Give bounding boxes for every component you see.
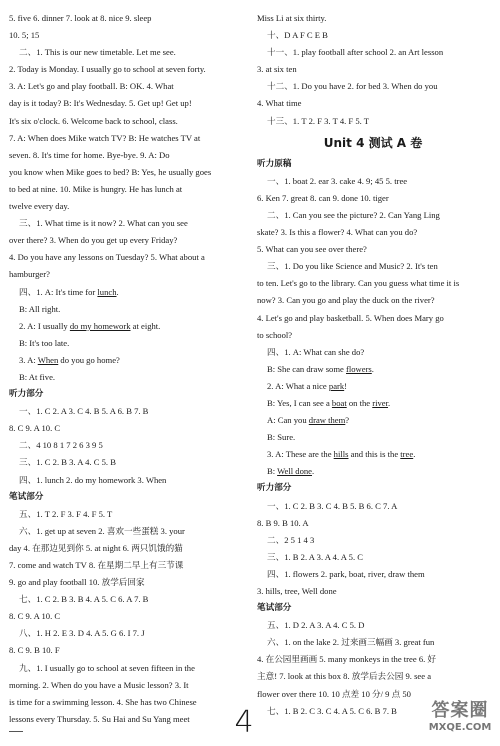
answer-line: [257, 378, 489, 395]
line-text: B: She can draw some: [267, 363, 346, 374]
line-text: 一、1. C 2. A 3. C 4. B 5. A 6. B 7. B: [19, 406, 149, 417]
page-number: 4: [234, 705, 254, 740]
answer-line: [9, 608, 235, 625]
answer-line: [9, 130, 235, 147]
underlined-answer: lunch: [97, 286, 117, 297]
line-text: 听力原稿: [257, 158, 292, 169]
underlined-answer: do my homework: [69, 320, 131, 331]
line-text: 四、1. flowers 2. park, boat, river, draw them: [267, 568, 425, 579]
answer-line: [257, 327, 489, 344]
line-text: 4. 在公园里画画 5. many monkeys in the tree 6. 好: [257, 654, 437, 665]
answer-line: [257, 515, 489, 532]
answer-line: [9, 27, 235, 44]
line-text: A: Can you: [267, 415, 309, 426]
answer-line: [9, 10, 235, 27]
line-text: B: All right.: [19, 303, 61, 314]
line-text: 三、1. B 2. A 3. A 4. A 5. C: [267, 551, 363, 562]
line-text: 2. Today is Monday. I usually go to school at seven forty.: [9, 64, 206, 75]
line-text: 4. Let's go and play basketball. 5. When does Mary go: [257, 312, 444, 323]
answer-line: [9, 369, 235, 386]
answer-line: [9, 249, 235, 266]
line-text: twelve every day.: [9, 201, 70, 212]
line-text: 三、1. C 2. B 3. A 4. C 5. B: [19, 457, 116, 468]
answer-line: [9, 625, 235, 642]
answer-line: [257, 583, 489, 600]
answer-line: [9, 711, 235, 728]
answer-line: [257, 173, 489, 190]
line-text: and this is the: [348, 449, 401, 460]
answer-line: [9, 523, 235, 540]
answer-line: [257, 668, 489, 685]
line-text: flower over there 10. 10 点差 10 分/ 9 点 50: [257, 688, 411, 699]
line-text: B:: [267, 466, 278, 477]
line-text: .: [371, 363, 374, 374]
section-heading: [257, 156, 489, 173]
answer-line: [9, 113, 235, 130]
line-text: 8. C 9. B 10. F: [9, 645, 60, 656]
left-column: [9, 10, 235, 728]
line-text: on the: [346, 397, 373, 408]
line-text: 十二、1. Do you have 2. for bed 3. When do you: [267, 81, 438, 92]
line-text: 6. Ken 7. great 8. can 9. done 10. tiger: [257, 192, 389, 203]
right-column: [257, 10, 489, 720]
line-text: 3. A: These are the: [267, 449, 334, 460]
line-text: over there? 3. When do you get up every Friday?: [9, 235, 178, 246]
line-text: 2. A: I usually: [19, 320, 70, 331]
answer-line: [257, 207, 489, 224]
answer-line: [9, 420, 235, 437]
answer-line: [9, 61, 235, 78]
answer-line: [257, 566, 489, 583]
answer-line: [9, 284, 235, 301]
answer-line: [257, 549, 489, 566]
answer-line: [257, 258, 489, 275]
underlined-answer: tree: [400, 449, 414, 460]
line-text: 三、1. What time is it now? 2. What can you see: [19, 218, 188, 229]
line-text: 四、1. A: What can she do?: [267, 346, 365, 357]
line-text: 六、1. get up at seven 2. 喜欢一些蛋糕 3. your: [19, 525, 185, 536]
line-text: hamburger?: [9, 269, 50, 280]
answer-line: [9, 164, 235, 181]
answer-line: [257, 27, 489, 44]
answer-line: [257, 224, 489, 241]
line-text: 4. Do you have any lessons on Tuesday? 5. What about a: [9, 252, 205, 263]
line-text: 5. five 6. dinner 7. look at 8. nice 9. sleep: [9, 13, 152, 23]
line-text: is time for a swimming lesson. 4. She has two Chinese: [9, 696, 197, 707]
line-text: 听力部分: [257, 483, 292, 494]
line-text: 五、1. D 2. A 3. A 4. C 5. D: [267, 620, 365, 631]
answer-line: [257, 361, 489, 378]
answer-line: [9, 147, 235, 164]
watermark-text-top: 答案圈: [431, 700, 489, 721]
line-text: to ten. Let's go to the library. Can you guess what time it is: [257, 278, 460, 289]
answer-line: [257, 190, 489, 207]
line-text: 笔试部分: [9, 491, 44, 502]
answer-line: [9, 232, 235, 249]
watermark-logo: [424, 700, 496, 740]
line-text: to bed at nine. 10. Mike is hungry. He has lunch at: [9, 183, 183, 194]
line-text: 八、1. H 2. E 3. D 4. A 5. G 6. I 7. J: [19, 628, 145, 639]
line-text: 3. A:: [19, 354, 38, 365]
answer-line: [9, 44, 235, 61]
unit-title: Unit 4 测试 A 卷: [323, 135, 423, 150]
line-text: 10. 5; 15: [9, 30, 40, 41]
line-text: 8. C 9. A 10. C: [9, 423, 61, 434]
answer-line: [9, 472, 235, 489]
line-text: at eight.: [130, 320, 161, 331]
line-text: 二、2 5 1 4 3: [267, 534, 315, 545]
line-text: 9. go and play football 10. 放学后回家: [9, 577, 145, 588]
line-text: B: Sure.: [267, 432, 296, 443]
line-text: 2. A: What a nice: [267, 380, 329, 391]
answer-line: [9, 198, 235, 215]
answer-line: [9, 540, 235, 557]
line-text: to school?: [257, 329, 293, 340]
line-text: B: Yes, I can see a: [267, 397, 332, 408]
line-text: you know when Mike goes to bed? B: Yes, he usually goes: [9, 166, 212, 177]
line-text: 8. B 9. B 10. A: [257, 517, 309, 528]
answer-line: [9, 437, 235, 454]
answer-line: [9, 574, 235, 591]
answer-line: [9, 694, 235, 711]
previous-unit-answers: [257, 10, 489, 130]
section-heading: [257, 600, 489, 617]
line-text: skate? 3. Is this a flower? 4. What can you do?: [257, 227, 418, 238]
line-text: B: It's too late.: [19, 337, 70, 348]
answer-line: [9, 301, 235, 318]
answer-line: [9, 506, 235, 523]
line-text: 7. come and watch TV 8. 在星期二早上有三节课: [9, 560, 184, 570]
answer-line: [257, 617, 489, 634]
underlined-answer: boat: [331, 397, 347, 408]
answer-line: [257, 412, 489, 429]
answer-line: [9, 677, 235, 694]
line-text: 三、1. Do you like Science and Music? 2. It's ten: [267, 261, 438, 272]
line-text: 8. C 9. A 10. C: [9, 611, 61, 622]
answer-line: [9, 95, 235, 112]
answer-line: [257, 95, 489, 112]
line-text: ?: [345, 415, 350, 426]
answer-line: [257, 292, 489, 309]
line-text: Miss Li at six thirty.: [257, 13, 327, 23]
line-text: 3. A: Let's go and play football. B: OK. 4. What: [9, 81, 174, 92]
answer-line: [9, 557, 235, 574]
underlined-answer: river: [372, 397, 389, 408]
answer-line: [9, 181, 235, 198]
underlined-answer: park: [328, 380, 345, 391]
answer-line: [257, 463, 489, 480]
answer-line: [257, 241, 489, 258]
answer-line: [257, 275, 489, 292]
watermark-text-bottom: MXQE.COM: [428, 722, 492, 733]
line-text: 二、1. Can you see the picture? 2. Can Yang Ling: [267, 209, 440, 220]
answer-line: [257, 651, 489, 668]
underlined-answer: Well done: [277, 466, 312, 477]
answer-line: [9, 660, 235, 677]
answer-line: [9, 591, 235, 608]
answer-line: [257, 446, 489, 463]
answer-line: [9, 335, 235, 352]
line-text: !: [344, 380, 348, 391]
line-text: It's six o'clock. 6. Welcome back to school, class.: [9, 115, 178, 126]
line-text: .: [388, 397, 391, 408]
section-heading: [9, 489, 235, 506]
line-text: 听力部分: [9, 389, 44, 400]
answer-line: [9, 454, 235, 471]
line-text: 十三、1. T 2. F 3. T 4. F 5. T: [267, 115, 370, 126]
footer-rule: [9, 731, 23, 732]
line-text: 九、1. I usually go to school at seven fifteen in the: [19, 662, 195, 673]
line-text: morning. 2. When do you have a Music lesson? 3. It: [9, 679, 189, 690]
line-text: 7. A: When does Mike watch TV? B: He watches TV at: [9, 132, 201, 143]
answer-line: [257, 10, 489, 27]
line-text: .: [413, 449, 416, 460]
answer-line: [257, 113, 489, 130]
answer-line: [257, 429, 489, 446]
underlined-answer: draw them: [308, 415, 346, 426]
line-text: .: [116, 286, 119, 297]
line-text: 一、1. C 2. B 3. C 4. B 5. B 6. C 7. A: [267, 500, 398, 511]
section-heading: [257, 480, 489, 497]
line-text: 六、1. on the lake 2. 过来画三幅画 3. great fun: [267, 637, 435, 648]
line-text: .: [312, 466, 315, 477]
underlined-answer: When: [37, 354, 59, 365]
line-text: now? 3. Can you go and play the duck on the river?: [257, 295, 435, 306]
line-text: 4. What time: [257, 98, 302, 109]
answer-line: [257, 634, 489, 651]
answer-line: [9, 352, 235, 369]
answer-line: [9, 318, 235, 335]
underlined-answer: hills: [333, 449, 349, 460]
answer-line: [257, 344, 489, 361]
line-text: day is it today? B: It's Wednesday. 5. Get up! Get up!: [9, 98, 192, 109]
line-text: 七、1. C 2. B 3. B 4. A 5. C 6. A 7. B: [19, 594, 149, 605]
answer-line: [257, 532, 489, 549]
answer-line: [257, 498, 489, 515]
line-text: day 4. 在那边见到你 5. at night 6. 两只饥饿的猫: [9, 542, 183, 553]
line-text: 十、D A F C E B: [267, 30, 328, 41]
answer-line: [257, 310, 489, 327]
line-text: 主意! 7. look at this box 8. 放学后去公园 9. see a: [257, 671, 432, 682]
line-text: 一、1. boat 2. ear 3. cake 4. 9; 45 5. tree: [267, 175, 408, 186]
line-text: 笔试部分: [257, 603, 292, 614]
line-text: seven. 8. It's time for home. Bye-bye. 9. A: Do: [9, 149, 170, 160]
line-text: 七、1. B 2. C 3. C 4. A 5. C 6. B 7. B: [267, 705, 397, 716]
answer-line: [9, 215, 235, 232]
line-text: 5. What can you see over there?: [257, 244, 367, 255]
line-text: 3. at six ten: [257, 64, 297, 75]
line-text: do you go home?: [58, 354, 120, 365]
answer-line: [257, 78, 489, 95]
underlined-answer: flowers: [346, 363, 372, 374]
answer-line: [257, 44, 489, 61]
unit-4-answers: [257, 156, 489, 720]
line-text: 五、1. T 2. F 3. F 4. F 5. T: [19, 508, 113, 519]
line-text: 3. hills, tree, Well done: [257, 586, 337, 596]
answer-line: [257, 395, 489, 412]
line-text: 二、1. This is our new timetable. Let me see.: [19, 47, 176, 58]
answer-line: [257, 61, 489, 78]
line-text: 二、4 10 8 1 7 2 6 3 9 5: [19, 440, 103, 451]
line-text: lessons every Thursday. 5. Su Hai and Su Yang meet: [9, 713, 190, 724]
line-text: 四、1. A: It's time for: [19, 286, 98, 297]
answer-line: [9, 78, 235, 95]
line-text: B: At five.: [19, 371, 56, 382]
answer-line: [9, 403, 235, 420]
section-heading: [9, 386, 235, 403]
line-text: 十一、1. play football after school 2. an Art lesson: [267, 47, 444, 58]
answer-line: [9, 642, 235, 659]
answer-line: [9, 266, 235, 283]
line-text: 四、1. lunch 2. do my homework 3. When: [19, 474, 167, 485]
